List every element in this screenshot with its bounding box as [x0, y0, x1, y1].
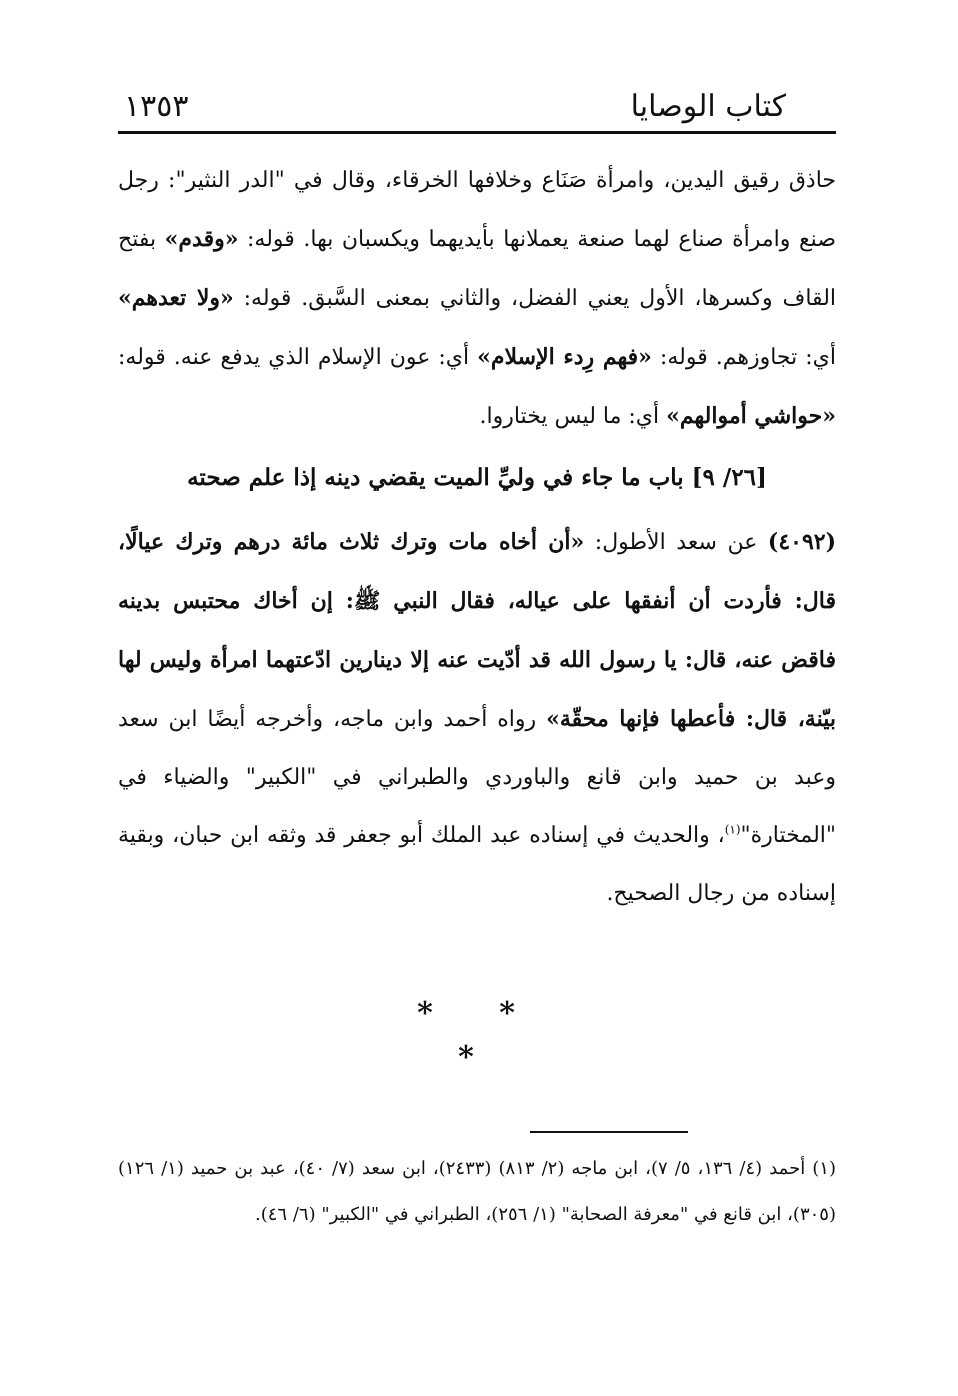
- quoted-term: «ولا تعدهم»: [118, 285, 234, 311]
- section-separator: * * *: [417, 996, 543, 1075]
- hadith-block: [118, 513, 836, 923]
- running-header: [118, 84, 836, 130]
- hadith-commentary-end: ، والحديث في إسناده عبد الملك أبو جعفر قد وثقه ابن حبان، وبقية إسناده من رجال الصحيح.: [118, 823, 836, 906]
- hadith-intro: عن سعد الأطول:: [584, 530, 768, 555]
- text-run: أي: عون الإسلام الذي يدفع عنه. قوله:: [118, 345, 478, 370]
- footnote-ref[interactable]: (١): [724, 822, 741, 837]
- header-rule: [118, 131, 836, 134]
- text-run: أي: ما ليس يختاروا.: [479, 404, 667, 429]
- footnote-1: (١) أحمد (٤/ ١٣٦، ٥/ ٧)، ابن ماجه (٢/ ٨١٣) (٢٤٣٣)، ابن سعد (٧/ ٤٠)، عبد بن حميد (١/ ١٢٦) (٣٠٥)، ابن قانع في "معرفة الصحابة" (١/ ٢٥٦)، الطبراني في "الكبير" (٦/ ٤٦).: [118, 1158, 836, 1225]
- chapter-heading: [٢٦/ ٩] باب ما جاء في وليِّ الميت يقضي دينه إذا علم صحته: [187, 464, 767, 491]
- text-run: أي: تجاوزهم. قوله:: [651, 345, 836, 370]
- book-title: كتاب الوصايا: [630, 89, 786, 124]
- commentary-paragraph: [118, 152, 836, 446]
- text-run: بفتح القاف وكسرها، الأول يعني الفضل، والثاني بمعنى السَّبق. قوله:: [118, 227, 837, 311]
- page-number: ١٣٥٣: [124, 89, 189, 124]
- footnotes: [118, 1146, 836, 1238]
- hadith-matn: «أن أخاه مات وترك ثلاث مائة درهم وترك عيالًا، قال: فأردت أن أنفقها على عياله، فقال النبي ﷺ: إن أخاك محتبس بدينه فاقض عنه، قال: يا رسول الله قد أدّيت عنه إلا دينارين ادّعتهما امرأة وليس لها بيّنة، قال: فأعطها فإنها محقّة»: [118, 529, 836, 732]
- hadith-text: [118, 513, 836, 923]
- paragraph-text: [118, 152, 836, 446]
- quoted-term: «وقدم»: [164, 226, 239, 252]
- hadith-commentary: رواه أحمد وابن ماجه، وأخرجه أيضًا ابن سعد وعبد بن حميد وابن قانع والباوردي والطبراني في "الكبير" والضياء في "المختارة": [118, 707, 836, 848]
- hadith-number: (٤٠٩٢): [767, 529, 836, 555]
- quoted-term: «حواشي أموالهم»: [666, 403, 836, 429]
- quoted-term: «فهم رِدء الإسلام»: [477, 344, 652, 370]
- text-run: حاذق رقيق اليدين، وامرأة صَنَاع وخلافها الخرقاء، وقال في "الدر النثير": رجل صنع وامرأة صناع لهما صنعة يعملانها بأيديهما ويكسبان بها. قوله:: [118, 168, 836, 252]
- footnote-rule: [530, 1131, 688, 1133]
